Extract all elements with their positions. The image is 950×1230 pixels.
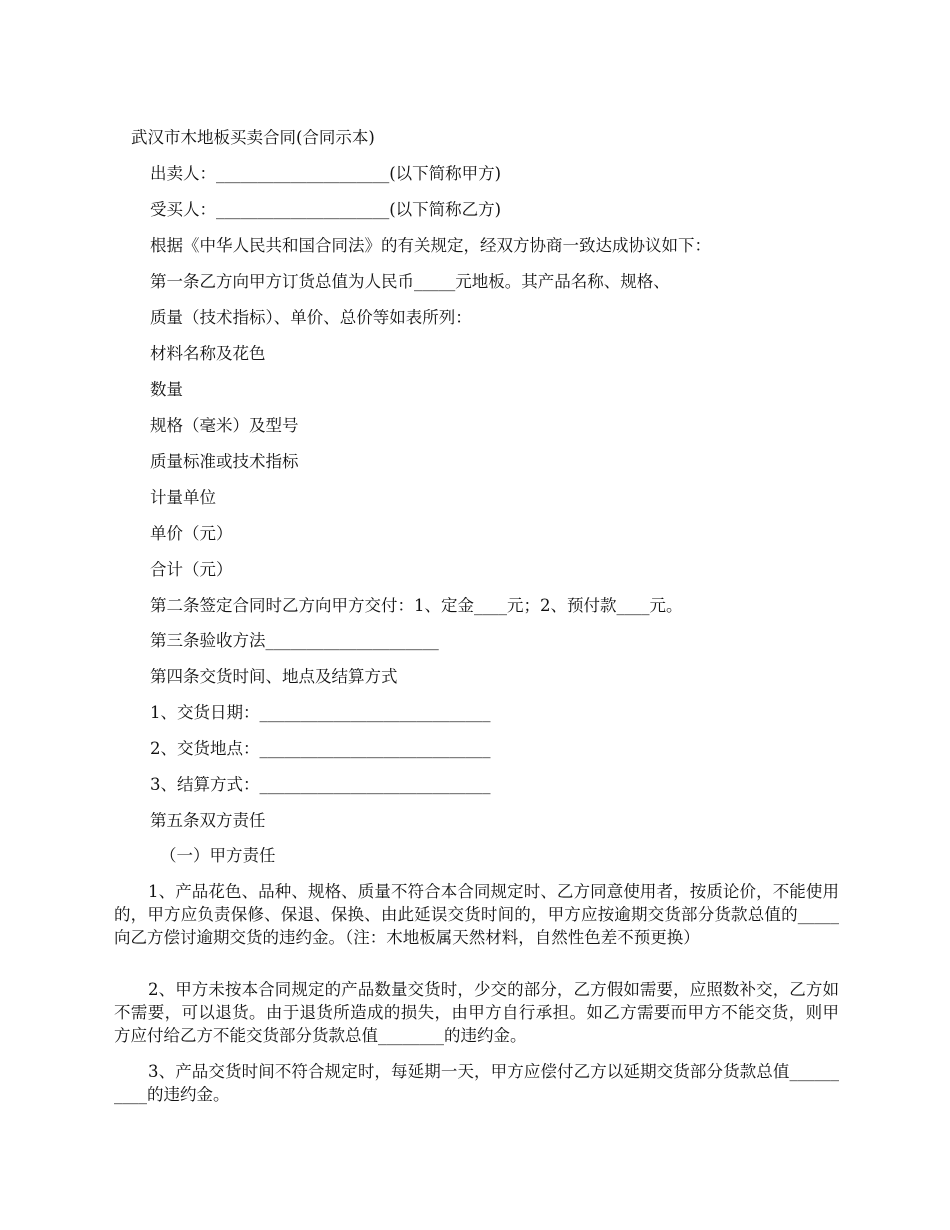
delivery-place: 2、交货地点：____________________________ [150,739,491,758]
party-a-heading: （一）甲方责任 [160,846,276,865]
delivery-date: 1、交货日期：____________________________ [150,703,491,722]
clause-2: 2、甲方未按本合同规定的产品数量交货时，少交的部分，乙方假如需要，应照数补交，乙方如不需要，可以退货。由于退货所造成的损失，由甲方自行承担。如乙方需要而甲方不能交货，则甲方应付给乙方不能交货部分货款总值________的违约金。 [114,980,839,1045]
table-field-spec: 规格（毫米）及型号 [150,416,299,435]
clause-1: 1、产品花色、品种、规格、质量不符合本合同规定时、乙方同意使用者，按质论价，不能使用的，甲方应负责保修、保退、保换、由此延误交货时间的，甲方应按逾期交货部分货款总值的_____向乙方偿讨逾期交货的违约金。（注：木地板属天然材料，自然性色差不预更换） [114,882,839,947]
table-field-quality: 质量标准或技术指标 [150,452,299,471]
article-1-line-1: 第一条乙方向甲方订货总值为人民币_____元地板。其产品名称、规格、 [150,272,670,291]
table-field-unit: 计量单位 [150,488,216,507]
article-3: 第三条验收方法_____________________ [150,631,439,650]
article-4: 第四条交货时间、地点及结算方式 [150,667,398,686]
clause-3: 3、产品交货时间不符合规定时，每延期一天，甲方应偿付乙方以延期交货部分货款总值__________的违约金。 [114,1062,839,1104]
article-2: 第二条签定合同时乙方向甲方交付：1、定金____元；2、预付款____元。 [150,596,683,615]
table-field-material: 材料名称及花色 [150,344,266,363]
seller-line: 出卖人：_____________________(以下简称甲方) [150,164,502,183]
table-field-total: 合计（元） [150,560,233,579]
settlement-method: 3、结算方式：____________________________ [150,775,491,794]
document-title: 武汉市木地板买卖合同(合同示本) [131,128,375,147]
article-5: 第五条双方责任 [150,811,266,830]
table-field-quantity: 数量 [150,380,183,399]
buyer-line: 受买人：_____________________(以下简称乙方) [150,200,502,219]
preamble: 根据《中华人民共和国合同法》的有关规定，经双方协商一致达成协议如下： [150,236,711,255]
table-field-unit-price: 单价（元） [150,524,233,543]
article-1-line-2: 质量（技术指标）、单价、总价等如表所列： [150,308,472,327]
